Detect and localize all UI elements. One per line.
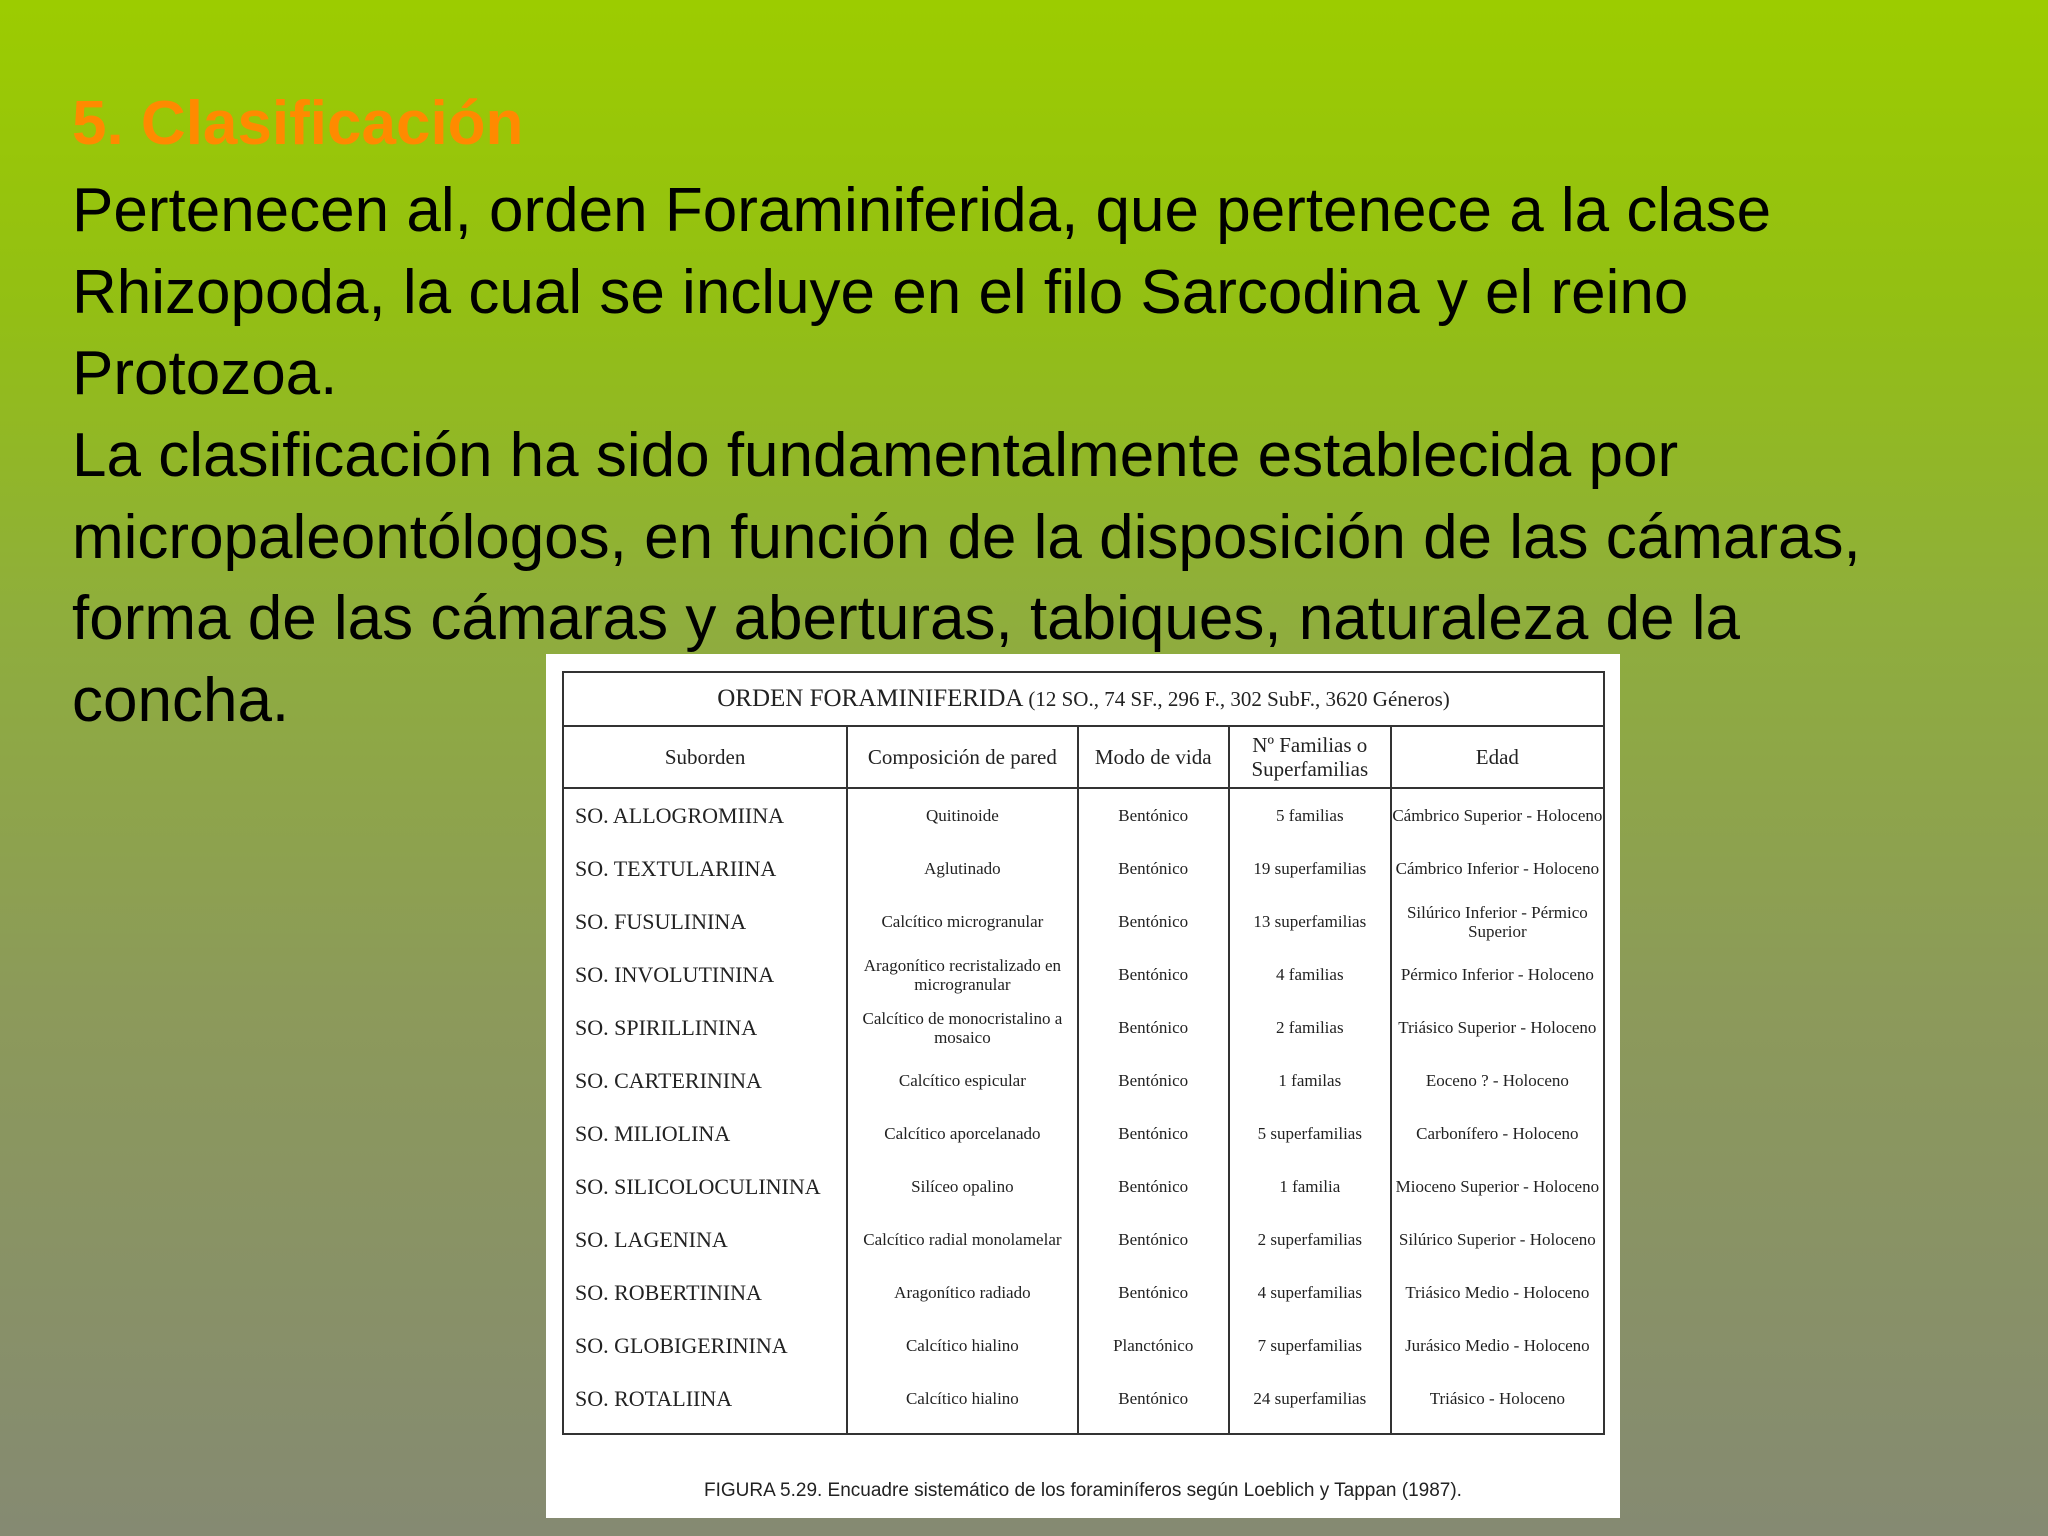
intro-paragraph [72,170,1771,415]
families-cell: 5 superfamilias [1229,1107,1391,1160]
table-row [563,1054,1604,1107]
foraminiferida-table [562,671,1605,1435]
column-header: Suborden [563,726,847,788]
life-mode-cell: Bentónico [1078,788,1229,842]
life-mode-cell: Bentónico [1078,842,1229,895]
age-cell: Cámbrico Superior - Holoceno [1391,788,1604,842]
suborder-cell: SO. ROTALIINA [575,1386,733,1411]
table-title [563,672,1604,726]
life-mode-cell: Bentónico [1078,1266,1229,1319]
suborder-cell: SO. SPIRILLININA [575,1015,758,1040]
table-title-counts: (12 SO., 74 SF., 296 F., 302 SubF., 3620 Géneros) [1028,687,1450,711]
table-title-main: ORDEN FORAMINIFERIDA [717,685,1023,712]
life-mode-cell: Bentónico [1078,948,1229,1001]
figure-caption: FIGURA 5.29. Encuadre sistemático de los foraminíferos según Loeblich y Tappan (1987). [704,1480,1462,1501]
life-mode-cell: Planctónico [1078,1319,1229,1372]
paragraph-line: La clasificación ha sido fundamentalmente establecida por [72,421,1679,490]
suborder-cell: SO. TEXTULARIINA [575,856,777,881]
age-cell: Silúrico Inferior - Pérmico Superior [1391,895,1604,948]
wall-composition-cell: Aglutinado [847,842,1077,895]
column-header: Modo de vida [1078,726,1229,788]
life-mode-cell: Bentónico [1078,1213,1229,1266]
life-mode-cell: Bentónico [1078,895,1229,948]
age-cell: Pérmico Inferior - Holoceno [1391,948,1604,1001]
suborder-cell: SO. SILICOLOCULININA [575,1174,821,1199]
age-cell: Eoceno ? - Holoceno [1391,1054,1604,1107]
column-header: Edad [1391,726,1604,788]
age-cell: Triásico - Holoceno [1391,1372,1604,1434]
wall-composition-cell: Aragonítico recristalizado en microgranular [847,948,1077,1001]
families-cell: 4 familias [1229,948,1391,1001]
paragraph-line: Rhizopoda, la cual se incluye en el filo Sarcodina y el reino [72,257,1689,327]
wall-composition-cell: Calcítico hialino [847,1372,1077,1434]
wall-composition-cell: Calcítico de monocristalino a mosaico [847,1001,1077,1054]
suborder-cell: SO. ROBERTININA [575,1280,762,1305]
slide-title: 5. Clasificación [72,89,524,158]
families-cell: 2 familias [1229,1001,1391,1054]
table-row [563,1266,1604,1319]
suborder-cell: SO. CARTERININA [575,1068,762,1093]
paragraph-line: Protozoa. [72,339,338,408]
classification-figure [546,654,1620,1518]
families-cell: 13 superfamilias [1229,895,1391,948]
wall-composition-cell: Calcítico hialino [847,1319,1077,1372]
column-header: Nº Familias o Superfamilias [1229,726,1391,788]
age-cell: Mioceno Superior - Holoceno [1391,1160,1604,1213]
table-header-row [563,726,1604,788]
families-cell: 19 superfamilias [1229,842,1391,895]
age-cell: Cámbrico Inferior - Holoceno [1391,842,1604,895]
wall-composition-cell: Aragonítico radiado [847,1266,1077,1319]
wall-composition-cell: Calcítico aporcelanado [847,1107,1077,1160]
families-cell: 1 familia [1229,1160,1391,1213]
life-mode-cell: Bentónico [1078,1001,1229,1054]
table-row [563,895,1604,948]
wall-composition-cell: Quitinoide [847,788,1077,842]
life-mode-cell: Bentónico [1078,1160,1229,1213]
life-mode-cell: Bentónico [1078,1372,1229,1434]
age-cell: Triásico Superior - Holoceno [1391,1001,1604,1054]
table-row [563,1160,1604,1213]
suborder-cell: SO. FUSULININA [575,909,747,934]
families-cell: 4 superfamilias [1229,1266,1391,1319]
suborder-cell: SO. INVOLUTININA [575,962,775,987]
paragraph-line: concha. [72,665,290,735]
families-cell: 1 familas [1229,1054,1391,1107]
paragraph-line: Pertenecen al, orden Foraminiferida, que pertenece a la clase [72,176,1772,245]
column-header: Composición de pared [847,726,1077,788]
table-title-row [563,672,1604,726]
age-cell: Triásico Medio - Holoceno [1391,1266,1604,1319]
age-cell: Jurásico Medio - Holoceno [1391,1319,1604,1372]
families-cell: 24 superfamilias [1229,1372,1391,1434]
age-cell: Carbonífero - Holoceno [1391,1107,1604,1160]
table-row [563,788,1604,842]
table-row [563,1319,1604,1372]
families-cell: 2 superfamilias [1229,1213,1391,1266]
suborder-cell: SO. GLOBIGERININA [575,1333,788,1358]
table-row [563,1372,1604,1434]
families-cell: 7 superfamilias [1229,1319,1391,1372]
paragraph-line: micropaleontólogos, en función de la disposición de las cámaras, [72,502,1861,572]
suborder-cell: SO. ALLOGROMIINA [575,803,784,828]
suborder-cell: SO. LAGENINA [575,1227,728,1252]
wall-composition-cell: Silíceo opalino [847,1160,1077,1213]
wall-composition-cell: Calcítico radial monolamelar [847,1213,1077,1266]
wall-composition-cell: Calcítico espicular [847,1054,1077,1107]
suborder-cell: SO. MILIOLINA [575,1121,731,1146]
families-cell: 5 familias [1229,788,1391,842]
life-mode-cell: Bentónico [1078,1054,1229,1107]
table-row [563,842,1604,895]
age-cell: Silúrico Superior - Holoceno [1391,1213,1604,1266]
table-row [563,1107,1604,1160]
table-row [563,1001,1604,1054]
table-row [563,948,1604,1001]
paragraph-line: forma de las cámaras y aberturas, tabiques, naturaleza de la [72,584,1741,653]
wall-composition-cell: Calcítico microgranular [847,895,1077,948]
life-mode-cell: Bentónico [1078,1107,1229,1160]
table-row [563,1213,1604,1266]
